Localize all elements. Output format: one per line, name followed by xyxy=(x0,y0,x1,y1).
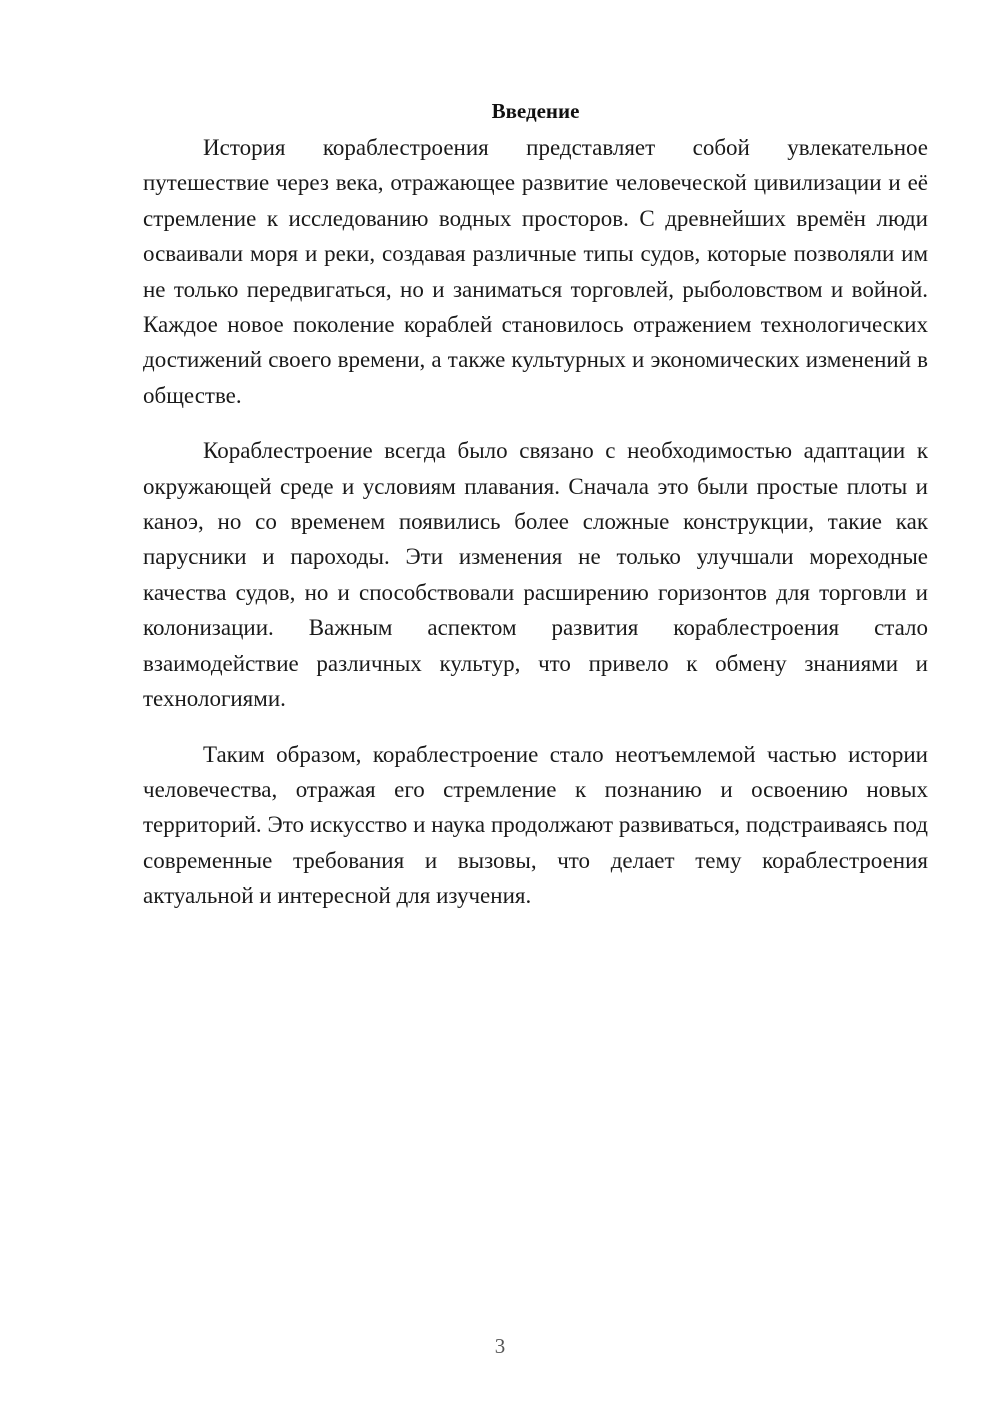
paragraph-3: Таким образом, кораблестроение стало неотъемлемой частью истории человечества, отражая его стремление к познанию и освоению новых территорий. Это искусство и наука продолжают развиваться, подстраиваясь под современные требования и вызовы, что делает тему кораблестроения актуальной и интересной для изучения. xyxy=(143,741,928,909)
page-content xyxy=(143,94,928,934)
paragraph-2: Кораблестроение всегда было связано с необходимостью адаптации к окружающей среде и условиям плавания. Сначала это были простые плоты и каноэ, но со временем появились более сложные конструкции, такие как парусники и пароходы. Эти изменения не только улучшали мореходные качества судов, но и способствовали расширению горизонтов для торговли и колонизации. Важным аспектом развития кораблестроения стало взаимодействие различных культур, что привело к обмену знаниями и технологиями. xyxy=(143,438,928,712)
page-number: 3 xyxy=(494,1334,506,1358)
section-title: Введение xyxy=(491,99,580,123)
paragraph-1: История кораблестроения представляет собой увлекательное путешествие через века, отражающее развитие человеческой цивилизации и её стремление к исследованию водных просторов. С древнейших времён люди осваивали моря и реки, создавая различные типы судов, которые позволяли им не только передвигаться, но и заниматься торговлей, рыболовством и войной. Каждое новое поколение кораблей становилось отражением технологических достижений своего времени, а также культурных и экономических изменений в обществе. xyxy=(143,135,928,408)
